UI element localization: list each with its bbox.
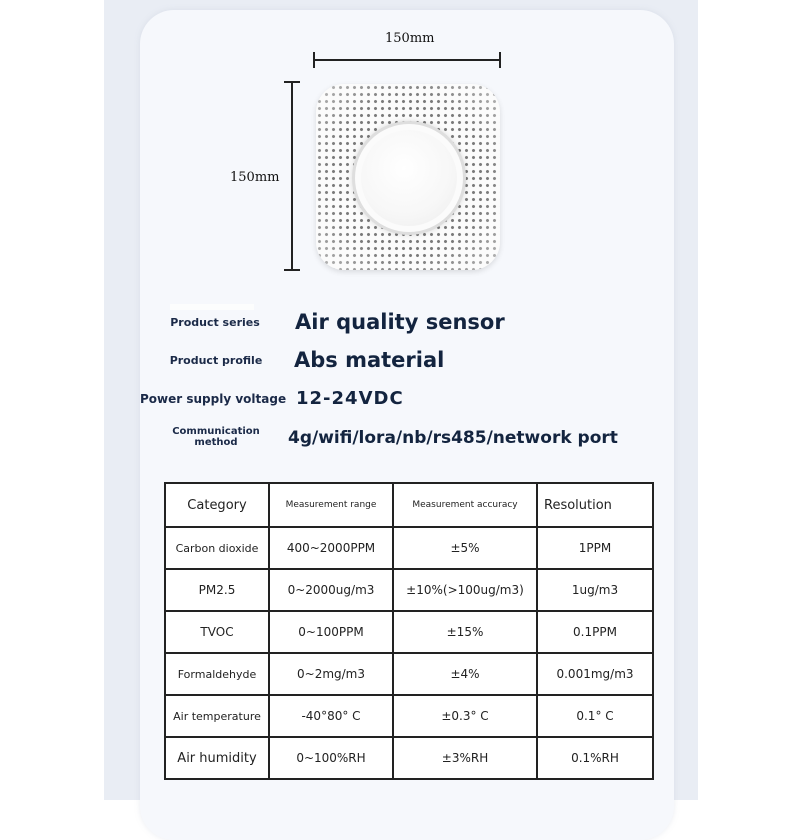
width-dimension-label: 150mm [385, 31, 435, 46]
header-category: Category [165, 483, 269, 527]
header-resolution: Resolution [537, 483, 653, 527]
height-dimension-label: 150mm [230, 170, 280, 185]
height-dimension-line [291, 82, 293, 270]
row-range: 0~100PPM [269, 611, 393, 653]
row-resolution: 1ug/m3 [537, 569, 653, 611]
row-resolution: 0.1° C [537, 695, 653, 737]
spec-label-communication-method: Communication method [172, 426, 260, 448]
row-accuracy: ±5% [393, 527, 537, 569]
row-category: Air humidity [165, 737, 269, 779]
row-resolution: 0.001mg/m3 [537, 653, 653, 695]
row-category: Carbon dioxide [165, 527, 269, 569]
table-row [165, 527, 653, 569]
header-measurement-range: Measurement range [269, 483, 393, 527]
spec-value-power-supply-voltage: 12-24VDC [296, 388, 404, 409]
width-dimension-tick-right [499, 52, 501, 68]
width-dimension-line [314, 59, 500, 61]
row-range: -40°80° C [269, 695, 393, 737]
decorative-smudge [170, 304, 254, 310]
row-range: 0~2000ug/m3 [269, 569, 393, 611]
header-measurement-accuracy: Measurement accuracy [393, 483, 537, 527]
row-accuracy: ±0.3° C [393, 695, 537, 737]
row-range: 400~2000PPM [269, 527, 393, 569]
row-range: 0~2mg/m3 [269, 653, 393, 695]
device-dial [361, 130, 457, 226]
table-row [165, 737, 653, 779]
row-range: 0~100%RH [269, 737, 393, 779]
row-accuracy: ±4% [393, 653, 537, 695]
table-row [165, 653, 653, 695]
spec-label-product-profile: Product profile [169, 354, 263, 367]
row-category: Air temperature [165, 695, 269, 737]
row-category: TVOC [165, 611, 269, 653]
row-resolution: 0.1PPM [537, 611, 653, 653]
row-resolution: 0.1%RH [537, 737, 653, 779]
table-header-row [165, 483, 653, 527]
spec-value-communication-method: 4g/wifi/lora/nb/rs485/network port [288, 428, 618, 448]
row-accuracy: ±15% [393, 611, 537, 653]
row-resolution: 1PPM [537, 527, 653, 569]
width-dimension-tick-left [313, 52, 315, 68]
spec-label-power-supply-voltage: Power supply voltage [140, 392, 287, 406]
height-dimension-tick-bottom [284, 269, 300, 271]
table-row [165, 611, 653, 653]
height-dimension-tick-top [284, 81, 300, 83]
row-category: PM2.5 [165, 569, 269, 611]
spec-table [164, 482, 654, 780]
spec-value-product-series: Air quality sensor [295, 310, 505, 334]
table-row [165, 569, 653, 611]
row-accuracy: ±10%(>100ug/m3) [393, 569, 537, 611]
spec-value-product-profile: Abs material [294, 348, 445, 372]
spec-label-product-series: Product series [170, 316, 260, 329]
row-accuracy: ±3%RH [393, 737, 537, 779]
row-category: Formaldehyde [165, 653, 269, 695]
table-row [165, 695, 653, 737]
